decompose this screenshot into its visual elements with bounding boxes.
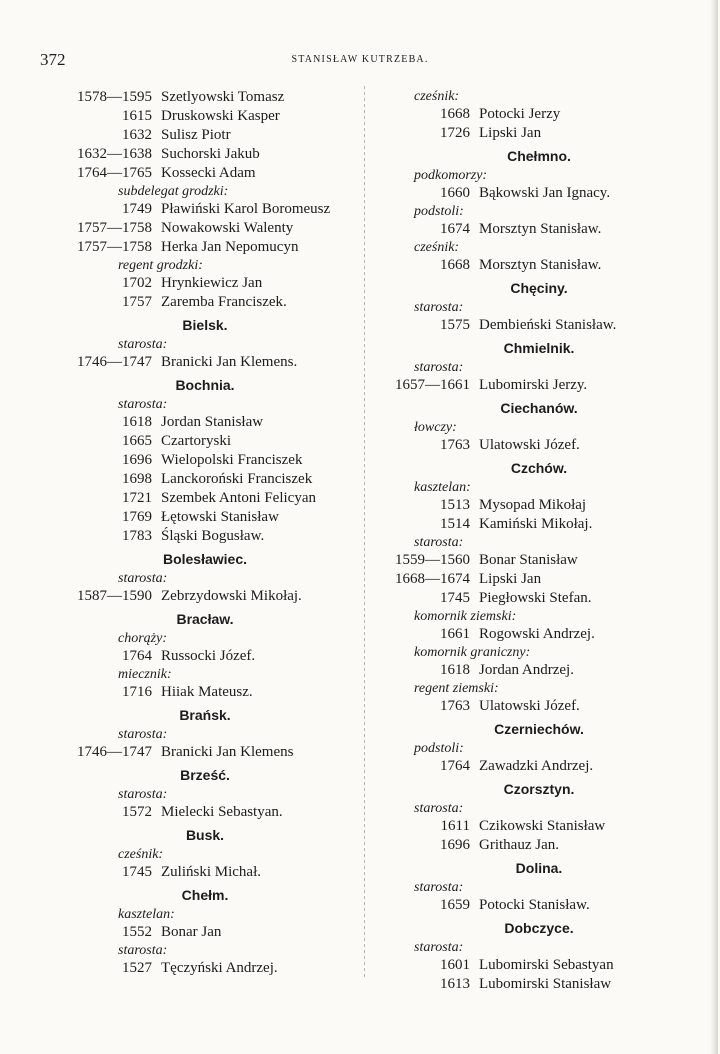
- entry-name: Czikowski Stanisław: [479, 818, 606, 834]
- entry-years: 1632: [122, 127, 152, 143]
- list-item: [40, 959, 370, 978]
- entry-years: 1613: [440, 976, 470, 992]
- office-section: [40, 610, 370, 702]
- entry-name: Mielecki Sebastyan.: [161, 804, 283, 820]
- place-heading: Bochnia.: [175, 377, 235, 393]
- page-number: 372: [40, 50, 66, 69]
- entry-name: Sulisz Piotr: [161, 127, 231, 143]
- entry-name: Piegłowski Stefan.: [479, 590, 592, 606]
- entry-years: 1745: [440, 590, 470, 606]
- list-item: [40, 432, 370, 451]
- place-heading: Chmielnik.: [503, 340, 575, 356]
- list-item: [374, 956, 704, 975]
- entry-years: 1764: [440, 758, 470, 774]
- entry-years: 1764: [122, 648, 152, 664]
- office-title: cześnik:: [118, 847, 164, 862]
- list-item: [40, 219, 370, 238]
- entry-name: Bonar Jan: [161, 924, 222, 940]
- office-section: [374, 339, 704, 395]
- entry-years: 1757—1758: [77, 220, 152, 236]
- list-item: [374, 436, 704, 455]
- entry-years: 1575: [440, 317, 470, 333]
- entry-years: 1657—1661: [395, 377, 470, 393]
- office-title: starosta:: [414, 801, 464, 816]
- office-section: [40, 886, 370, 978]
- office-title: cześnik:: [414, 89, 460, 104]
- list-item: [374, 817, 704, 836]
- entry-years: 1578—1595: [77, 89, 152, 105]
- entry-years: 1746—1747: [77, 354, 152, 370]
- office-title: starosta:: [118, 943, 168, 958]
- list-item: [374, 551, 704, 570]
- office-section: [374, 147, 704, 275]
- list-item: [40, 293, 370, 312]
- entry-years: 1572: [122, 804, 152, 820]
- entry-years: 1764—1765: [77, 165, 152, 181]
- page-edge-shadow: [710, 0, 718, 1054]
- list-item: [40, 413, 370, 432]
- entry-name: Nowakowski Walenty: [161, 220, 294, 236]
- list-item: [40, 238, 370, 257]
- entry-years: 1601: [440, 957, 470, 973]
- office-title: starosta:: [414, 360, 464, 375]
- list-item: [40, 508, 370, 527]
- entry-name: Lipski Jan: [479, 125, 542, 141]
- entry-name: Bonar Stanisław: [479, 552, 578, 568]
- place-heading: Busk.: [185, 827, 225, 843]
- list-item: [374, 896, 704, 915]
- office-section: [40, 826, 370, 882]
- place-heading: Czorsztyn.: [503, 781, 575, 797]
- entry-years: 1749: [122, 201, 152, 217]
- entry-years: 1559—1560: [395, 552, 470, 568]
- place-heading: Dobczyce.: [504, 920, 574, 936]
- entry-years: 1668—1674: [395, 571, 470, 587]
- office-section: [374, 780, 704, 855]
- list-item: [374, 515, 704, 534]
- list-item: [374, 836, 704, 855]
- office-title: starosta:: [118, 727, 168, 742]
- list-item: [40, 353, 370, 372]
- entry-years: 1514: [440, 516, 470, 532]
- office-title: starosta:: [414, 300, 464, 315]
- entry-name: Pławiński Karol Boromeusz: [161, 201, 331, 217]
- office-title: starosta:: [118, 787, 168, 802]
- office-section: [40, 88, 370, 312]
- office-title: podstoli:: [414, 204, 464, 219]
- office-title: subdelegat grodzki:: [118, 184, 229, 199]
- entry-years: 1702: [122, 275, 152, 291]
- office-title: komornik graniczny:: [414, 645, 531, 660]
- list-item: [374, 184, 704, 203]
- entry-name: Ulatowski Józef.: [479, 437, 580, 453]
- office-title: starosta:: [414, 535, 464, 550]
- entry-years: 1668: [440, 106, 470, 122]
- list-item: [40, 274, 370, 293]
- entry-name: Zawadzki Andrzej.: [479, 758, 594, 774]
- entry-years: 1618: [440, 662, 470, 678]
- entry-name: Lubomirski Sebastyan: [479, 957, 614, 973]
- list-item: [40, 200, 370, 219]
- entry-years: 1674: [440, 221, 470, 237]
- entry-name: Potocki Stanisław.: [479, 897, 590, 913]
- entry-years: 1611: [440, 818, 470, 834]
- office-title: starosta:: [118, 337, 168, 352]
- list-item: [374, 975, 704, 994]
- list-item: [374, 697, 704, 716]
- place-heading: Ciechanów.: [500, 400, 578, 416]
- place-heading: Bolesławiec.: [162, 551, 248, 567]
- list-item: [374, 625, 704, 644]
- place-heading: Chełm.: [181, 887, 229, 903]
- entry-name: Suchorski Jakub: [161, 146, 260, 162]
- list-item: [374, 661, 704, 680]
- office-section: [40, 316, 370, 372]
- entry-name: Kamiński Mikołaj.: [479, 516, 593, 532]
- office-title: podkomorzy:: [414, 168, 488, 183]
- list-item: [374, 757, 704, 776]
- office-title: cześnik:: [414, 240, 460, 255]
- list-item: [374, 124, 704, 143]
- entry-years: 1757—1758: [77, 239, 152, 255]
- list-item: [374, 316, 704, 335]
- office-section: [40, 706, 370, 762]
- list-item: [374, 589, 704, 608]
- list-item: [374, 376, 704, 395]
- entry-name: Zuliński Michał.: [161, 864, 261, 880]
- list-item: [374, 105, 704, 124]
- list-item: [374, 220, 704, 239]
- place-heading: Czchów.: [510, 460, 568, 476]
- office-section: [40, 766, 370, 822]
- list-item: [374, 496, 704, 515]
- office-title: starosta:: [118, 397, 168, 412]
- entry-years: 1660: [440, 185, 470, 201]
- office-title: regent ziemski:: [414, 681, 499, 696]
- entry-name: Russocki Józef.: [161, 648, 256, 664]
- entry-years: 1726: [440, 125, 470, 141]
- office-title: starosta:: [414, 880, 464, 895]
- office-section: [40, 376, 370, 546]
- list-item: [40, 164, 370, 183]
- entry-name: Herka Jan Nepomucyn: [161, 239, 299, 255]
- office-title: kasztelan:: [414, 480, 471, 495]
- office-section: [374, 919, 704, 994]
- list-item: [40, 88, 370, 107]
- list-item: [40, 527, 370, 546]
- entry-years: 1665: [122, 433, 152, 449]
- office-section: [374, 88, 704, 143]
- entry-name: Rogowski Andrzej.: [479, 626, 595, 642]
- entry-years: 1696: [122, 452, 152, 468]
- entry-years: 1746—1747: [77, 744, 152, 760]
- right-column: [374, 88, 704, 994]
- entry-years: 1763: [440, 437, 470, 453]
- entry-years: 1527: [122, 960, 152, 976]
- office-title: starosta:: [414, 940, 464, 955]
- entry-years: 1783: [122, 528, 152, 544]
- entry-name: Zaremba Franciszek.: [161, 294, 287, 310]
- office-title: regent grodzki:: [118, 258, 203, 273]
- entry-years: 1618: [122, 414, 152, 430]
- entry-name: Jordan Stanisław: [161, 414, 264, 430]
- place-heading: Czerniechów.: [494, 721, 584, 737]
- list-item: [40, 470, 370, 489]
- list-item: [40, 743, 370, 762]
- place-heading: Chęciny.: [510, 280, 568, 296]
- entry-years: 1763: [440, 698, 470, 714]
- entry-years: 1552: [122, 924, 152, 940]
- office-section: [374, 279, 704, 335]
- place-heading: Bracław.: [176, 611, 234, 627]
- entry-name: Śląski Bogusław.: [161, 528, 265, 544]
- entry-name: Grithauz Jan.: [479, 837, 559, 853]
- entry-years: 1721: [122, 490, 152, 506]
- office-title: chorąży:: [118, 631, 167, 646]
- list-item: [40, 923, 370, 942]
- list-item: [40, 126, 370, 145]
- list-item: [40, 489, 370, 508]
- list-item: [40, 451, 370, 470]
- entry-years: 1698: [122, 471, 152, 487]
- office-section: [374, 859, 704, 915]
- office-title: podstoli:: [414, 741, 464, 756]
- entry-name: Tęczyński Andrzej.: [161, 960, 278, 976]
- entry-name: Lubomirski Stanisław: [479, 976, 612, 992]
- entry-name: Branicki Jan Klemens: [161, 744, 294, 760]
- entry-name: Potocki Jerzy: [479, 106, 561, 122]
- entry-name: Zebrzydowski Mikołaj.: [161, 588, 302, 604]
- place-heading: Chełmno.: [507, 148, 571, 164]
- entry-years: 1757: [122, 294, 152, 310]
- list-item: [40, 863, 370, 882]
- entry-years: 1696: [440, 837, 470, 853]
- entry-name: Branicki Jan Klemens.: [161, 354, 298, 370]
- running-head: STANISŁAW KUTRZEBA.: [291, 54, 429, 65]
- entry-years: 1587—1590: [77, 588, 152, 604]
- entry-years: 1513: [440, 497, 470, 513]
- entry-name: Szembek Antoni Felicyan: [161, 490, 316, 506]
- office-section: [374, 459, 704, 716]
- office-title: kasztelan:: [118, 907, 175, 922]
- entry-years: 1769: [122, 509, 152, 525]
- entry-name: Hrynkiewicz Jan: [161, 275, 263, 291]
- entry-years: 1659: [440, 897, 470, 913]
- entry-years: 1668: [440, 257, 470, 273]
- entry-name: Szetlyowski Tomasz: [161, 89, 285, 105]
- entry-years: 1615: [122, 108, 152, 124]
- office-section: [374, 720, 704, 776]
- place-heading: Bielsk.: [182, 317, 228, 333]
- office-title: miecznik:: [118, 667, 172, 682]
- entry-name: Jordan Andrzej.: [479, 662, 574, 678]
- entry-name: Wielopolski Franciszek: [161, 452, 303, 468]
- list-item: [40, 107, 370, 126]
- entry-name: Hiiak Mateusz.: [161, 684, 253, 700]
- office-title: starosta:: [118, 571, 168, 586]
- place-heading: Brańsk.: [179, 707, 231, 723]
- list-item: [40, 145, 370, 164]
- entry-name: Morsztyn Stanisław.: [479, 257, 602, 273]
- list-item: [40, 683, 370, 702]
- entry-name: Morsztyn Stanisław.: [479, 221, 602, 237]
- left-column: [40, 88, 370, 978]
- entry-years: 1745: [122, 864, 152, 880]
- office-section: [40, 550, 370, 606]
- entry-name: Ulatowski Józef.: [479, 698, 580, 714]
- entry-name: Kossecki Adam: [161, 165, 256, 181]
- entry-name: Lubomirski Jerzy.: [479, 377, 588, 393]
- entry-name: Lipski Jan: [479, 571, 542, 587]
- entry-years: 1716: [122, 684, 152, 700]
- list-item: [40, 647, 370, 666]
- office-title: komornik ziemski:: [414, 609, 517, 624]
- place-heading: Brześć.: [180, 767, 230, 783]
- entry-name: Czartoryski: [161, 433, 231, 449]
- office-section: [374, 399, 704, 455]
- office-title: łowczy:: [414, 420, 457, 435]
- entry-name: Łętowski Stanisław: [161, 509, 279, 525]
- list-item: [374, 256, 704, 275]
- place-heading: Dolina.: [515, 860, 563, 876]
- entry-name: Bąkowski Jan Ignacy.: [479, 185, 611, 201]
- entry-years: 1632—1638: [77, 146, 152, 162]
- list-item: [40, 803, 370, 822]
- list-item: [374, 570, 704, 589]
- list-item: [40, 587, 370, 606]
- entry-name: Mysopad Mikołaj: [479, 497, 587, 513]
- entry-name: Lanckoroński Franciszek: [161, 471, 313, 487]
- entry-name: Dembieński Stanisław.: [479, 317, 617, 333]
- entry-name: Druskowski Kasper: [161, 108, 280, 124]
- entry-years: 1661: [440, 626, 470, 642]
